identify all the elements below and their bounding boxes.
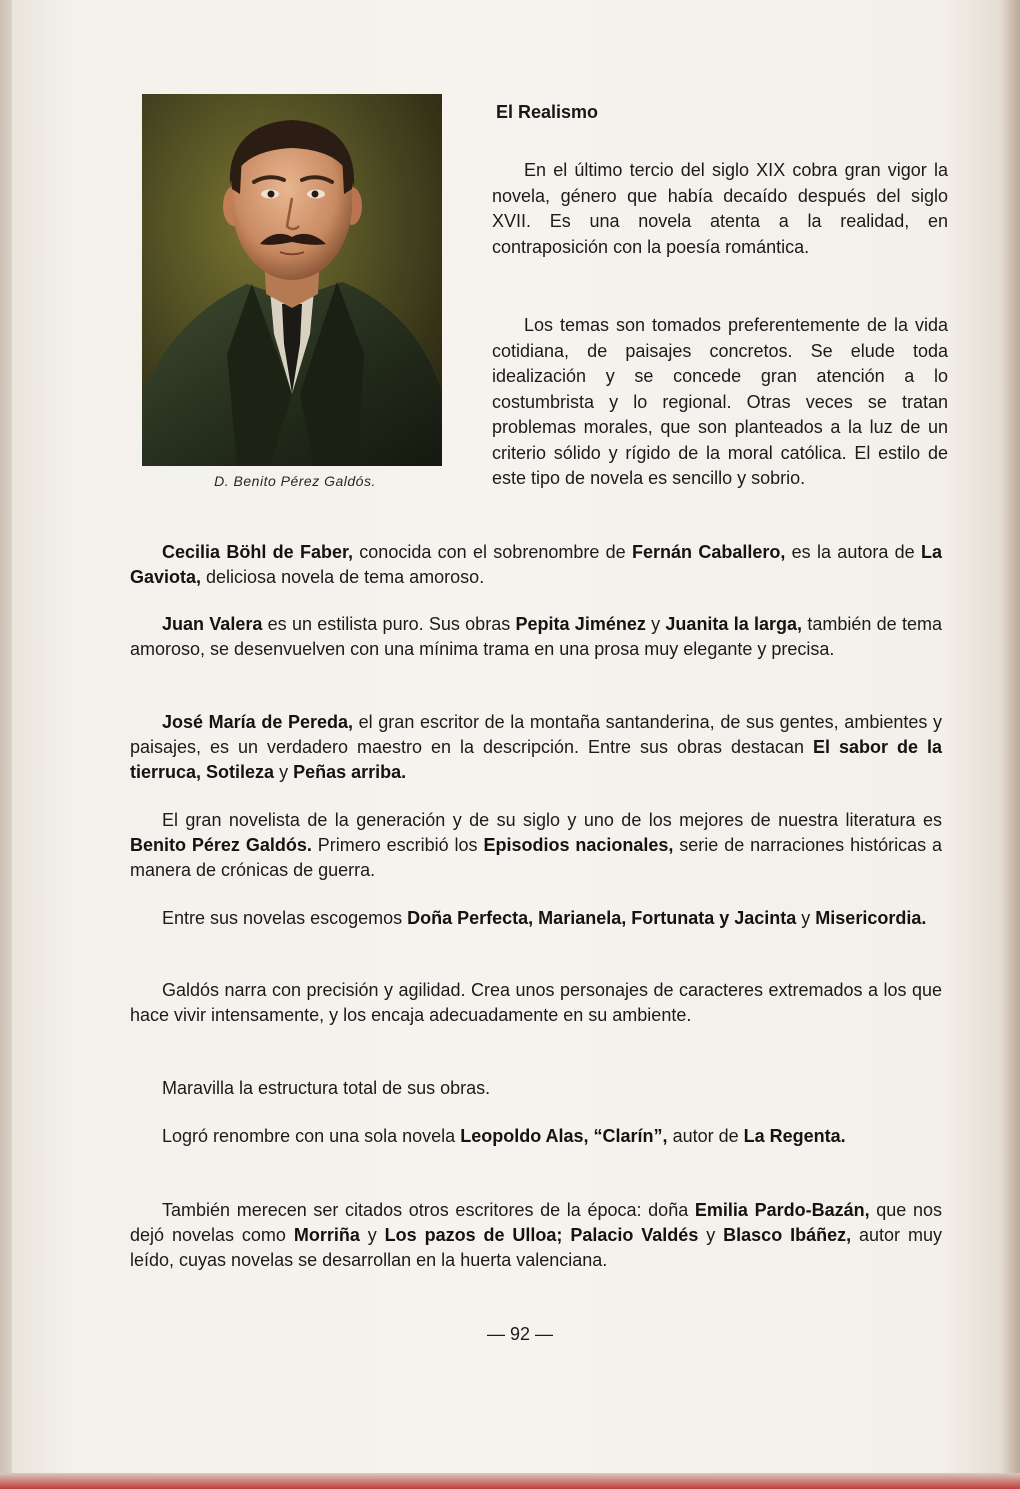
paragraph-valera — [130, 612, 942, 662]
work-title: Pepita Jiménez — [515, 614, 646, 634]
paragraph-galdos-3 — [130, 978, 942, 1028]
intro-paragraph-2-text: Los temas son tomados preferentemente de la vida cotidiana, de paisajes concretos. Se elude toda idealización y se concede gran atención a lo costumbrista y lo regional. Otras veces se tratan problemas morales, que son planteados a la luz de un criterio sólido y rígido de la moral católica. El estilo de este tipo de novela es sencillo y sobrio. — [492, 315, 948, 488]
paragraph-text: y — [274, 762, 294, 782]
paragraph-text: también de tema amoroso, se desenvuelven con una mínima trama en una prosa muy elegante y precisa. — [130, 614, 942, 659]
author-name: Blasco Ibáñez, — [723, 1225, 852, 1245]
paragraph-text: y — [359, 1225, 385, 1245]
work-title: Juanita la larga, — [665, 614, 803, 634]
paragraph-cecilia — [130, 540, 942, 590]
paragraph-text: Maravilla la estructura total de sus obras. — [162, 1078, 491, 1098]
paragraph-text: y — [645, 614, 666, 634]
paragraph-text: que nos dejó novelas como — [130, 1200, 942, 1245]
paragraph-text: el gran escritor de la montaña santanderina, de sus gentes, ambientes y paisajes, es un verdadero maestro en la descripción. Entre sus obras destacan — [130, 712, 942, 757]
work-title: La Gaviota, — [130, 542, 942, 587]
intro-paragraph-1 — [492, 158, 948, 260]
author-pseudonym: Fernán Caballero, — [632, 542, 786, 562]
portrait-illustration — [142, 94, 442, 466]
paragraph-text: Primero escribió los — [311, 835, 484, 855]
author-name: Cecilia Böhl de Faber, — [162, 542, 353, 562]
paragraph-pereda — [130, 710, 942, 785]
paragraph-text: y — [796, 908, 816, 928]
work-title: Los pazos de Ulloa; Palacio Valdés — [384, 1225, 699, 1245]
author-name: Juan Valera — [162, 614, 263, 634]
section-title: El Realismo — [496, 102, 599, 122]
paragraph-text: es un estilista puro. Sus obras — [262, 614, 516, 634]
work-title: El sabor de la tierruca, Sotileza — [130, 737, 942, 782]
work-title: Episodios nacionales, — [483, 835, 674, 855]
work-title: Morriña — [293, 1225, 360, 1245]
portrait-image — [142, 94, 442, 466]
paragraph-text: autor de — [667, 1126, 744, 1146]
paragraph-text: El gran novelista de la generación y de su siglo y uno de los mejores de nuestra literatura es — [162, 810, 942, 830]
paragraph-text: También merecen ser citados otros escritores de la época: doña — [162, 1200, 695, 1220]
page-number: — 92 — — [486, 1324, 554, 1344]
author-name: Leopoldo Alas, “Clarín”, — [460, 1126, 668, 1146]
author-name: José María de Pereda, — [162, 712, 354, 732]
intro-paragraph-1-text: En el último tercio del siglo XIX cobra gran vigor la novela, género que había decaído después del siglo XVII. Es una novela atenta a la realidad, en contraposición con la poesía romántica. — [492, 160, 948, 257]
author-name: Benito Pérez Galdós. — [130, 835, 312, 855]
intro-paragraph-2 — [492, 313, 948, 492]
work-title: Peñas arriba. — [293, 762, 407, 782]
work-title: La Regenta. — [743, 1126, 846, 1146]
paragraph-text: serie de narraciones históricas a manera de crónicas de guerra. — [130, 835, 942, 880]
paragraph-text: Entre sus novelas escogemos — [162, 908, 408, 928]
work-title: Doña Perfecta, Marianela, Fortunata y Jacinta — [407, 908, 797, 928]
paragraph-text: y — [698, 1225, 724, 1245]
author-name: Emilia Pardo-Bazán, — [694, 1200, 870, 1220]
paragraph-galdos-1 — [130, 808, 942, 883]
paragraph-clarin — [130, 1124, 942, 1149]
paragraph-text: Logró renombre con una sola novela — [162, 1126, 461, 1146]
portrait-caption: D. Benito Pérez Galdós. — [214, 473, 376, 489]
paragraph-others — [130, 1198, 942, 1273]
paragraph-galdos-2 — [130, 906, 942, 931]
paragraph-text: conocida con el sobrenombre de — [352, 542, 632, 562]
paragraph-text: Galdós narra con precisión y agilidad. Crea unos personajes de caracteres extremados a los que hace vivir intensamente, y los encaja adecuadamente en su ambiente. — [130, 980, 942, 1025]
page-right-edge — [1000, 0, 1020, 1489]
paragraph-text: deliciosa novela de tema amoroso. — [201, 567, 485, 587]
paragraph-text: es la autora de — [785, 542, 921, 562]
book-cover-edge — [0, 1473, 1020, 1489]
work-title: Misericordia. — [815, 908, 927, 928]
paragraph-galdos-4 — [130, 1076, 942, 1101]
paragraph-text: autor muy leído, cuyas novelas se desarrollan en la huerta valenciana. — [130, 1225, 942, 1270]
